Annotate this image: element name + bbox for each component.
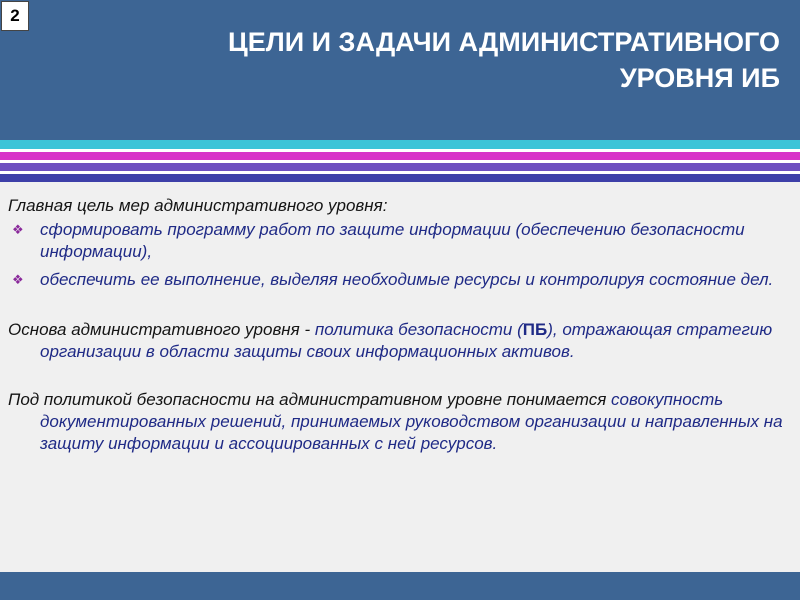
footer-bar [0, 572, 800, 600]
definition-lead: Под политикой безопасности на административном уровне понимается [8, 390, 612, 409]
list-item [8, 219, 792, 263]
main-goal-heading: Главная цель мер административного уровня: [8, 196, 388, 215]
basis-abbr: ПБ [522, 320, 548, 339]
stripe-purple [0, 163, 800, 171]
list-item-text: обеспечить ее выполнение, выделяя необходимые ресурсы и контролируя состояние дел. [40, 270, 774, 289]
title-line-2: УРОВНЯ ИБ [619, 63, 780, 93]
header-bar [0, 0, 800, 140]
basis-term-after: ), отражающая стратегию организации в области защиты своих информационных активов. [40, 320, 773, 361]
slide-number: 2 [1, 1, 29, 31]
list-item-text: сформировать программу работ по защите информации (обеспечению безопасности информации), [40, 220, 745, 261]
goal-list [8, 219, 792, 291]
definition-paragraph [8, 389, 792, 455]
stripe-indigo [0, 174, 800, 182]
stripe-magenta [0, 152, 800, 160]
diamond-bullet-icon: ❖ [12, 222, 24, 237]
basis-lead: Основа административного уровня - [8, 320, 315, 339]
slide-title [100, 24, 780, 96]
title-line-1: ЦЕЛИ И ЗАДАЧИ АДМИНИСТРАТИВНОГО [228, 27, 780, 57]
list-item [8, 269, 792, 291]
stripe-cyan [0, 140, 800, 149]
decorative-stripes [0, 140, 800, 182]
slide-content [8, 195, 792, 455]
basis-term-before: политика безопасности ( [314, 320, 523, 339]
basis-paragraph [8, 319, 792, 363]
diamond-bullet-icon: ❖ [12, 272, 24, 287]
definition-rest: совокупность документированных решений, принимаемых руководством организации и направленных на защиту информации и ассоциированных с ней ресурсов. [40, 390, 783, 453]
